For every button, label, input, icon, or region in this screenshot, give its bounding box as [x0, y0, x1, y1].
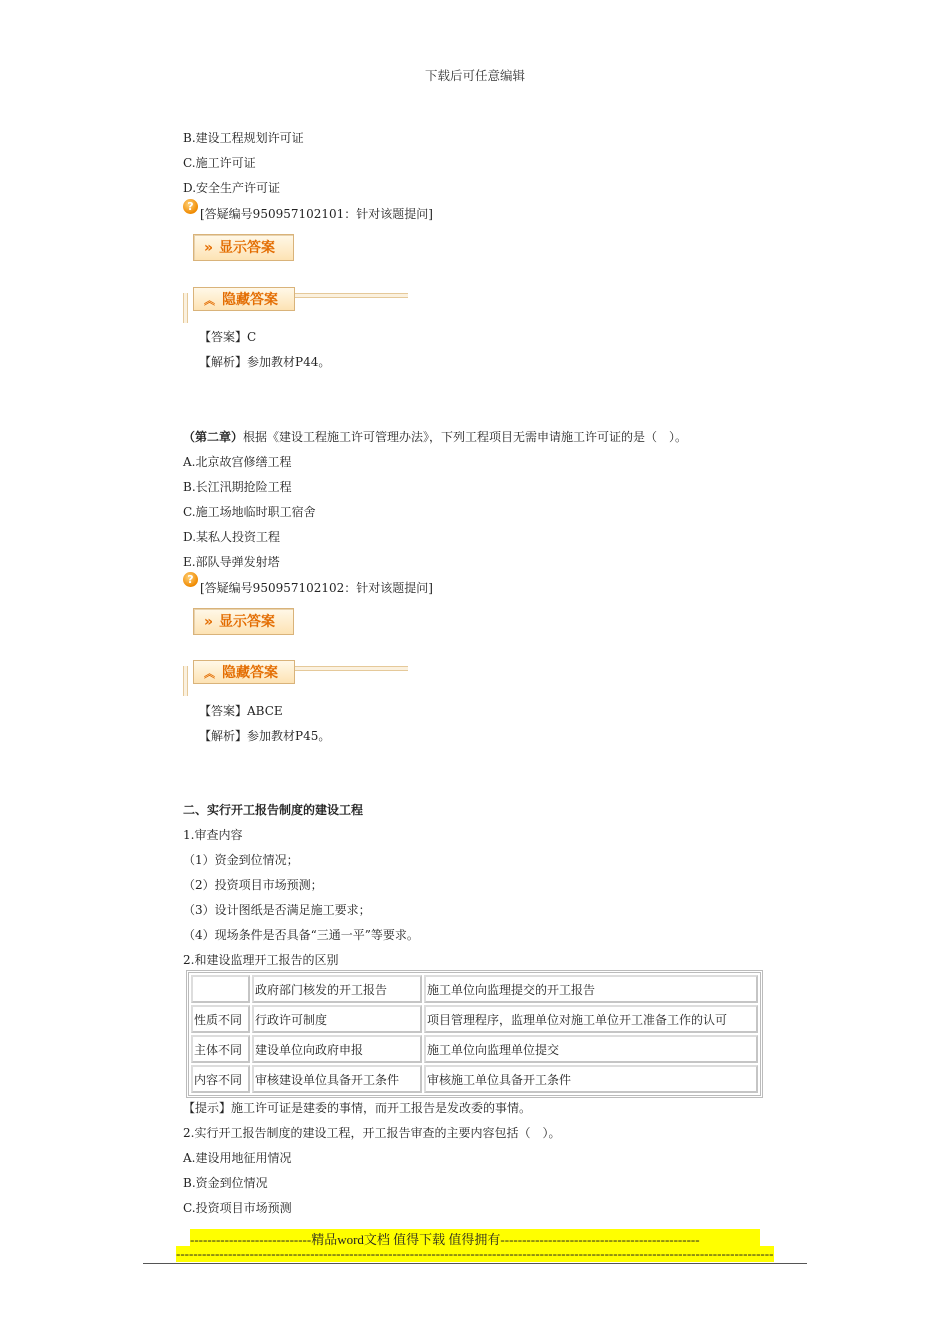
- answer-text: 【答案】C: [199, 330, 257, 344]
- table-cell: 主体不同: [191, 1035, 250, 1063]
- ask-question-link[interactable]: [答疑编号950957102101：针对该题提问]: [200, 207, 433, 221]
- show-answer-label: 显示答案: [219, 614, 276, 630]
- section-heading: 二、实行开工报告制度的建设工程: [183, 803, 364, 817]
- review-item: （1）资金到位情况；: [183, 853, 299, 867]
- table-cell: 行政许可制度: [252, 1005, 422, 1033]
- option-b: B.资金到位情况: [183, 1176, 268, 1190]
- footer-banner: ----------------------------精品word文档 值得下载 值得拥有----------------------------------------------: [190, 1229, 760, 1246]
- table-cell: [191, 975, 250, 1003]
- review-item: （4）现场条件是否具备“三通一平”等要求。: [183, 928, 419, 942]
- table-cell: 内容不同: [191, 1065, 250, 1093]
- question-stem: [183, 428, 687, 445]
- answer-text: 【答案】ABCE: [199, 704, 283, 718]
- show-answer-label: 显示答案: [219, 240, 276, 256]
- ask-question-link[interactable]: [答疑编号950957102102：针对该题提问]: [200, 581, 433, 595]
- difference-title: 2.和建设监理开工报告的区别: [183, 953, 339, 967]
- show-answer-button[interactable]: [193, 234, 294, 261]
- option-e: E.部队导弹发射塔: [183, 555, 280, 569]
- option-a: A.建设用地征用情况: [183, 1151, 292, 1165]
- question-stem: 2.实行开工报告制度的建设工程，开工报告审查的主要内容包括（ ）。: [183, 1126, 561, 1140]
- comparison-table: [186, 970, 763, 1098]
- option-b: B.建设工程规划许可证: [183, 131, 304, 145]
- review-item: （2）投资项目市场预测；: [183, 878, 323, 892]
- table-row: [191, 1005, 758, 1033]
- explanation-text: 【解析】参加教材P45。: [199, 729, 331, 743]
- table-cell: 审核施工单位具备开工条件: [424, 1065, 758, 1093]
- table-cell: 建设单位向政府申报: [252, 1035, 422, 1063]
- double-chevron-right-icon: »: [204, 240, 214, 256]
- option-d: D.安全生产许可证: [183, 181, 281, 195]
- option-c: C.施工场地临时职工宿舍: [183, 505, 316, 519]
- chapter-label: （第二章）: [183, 430, 244, 444]
- table-row: [191, 1035, 758, 1063]
- footer-dashes: ------------------------------------------------------------------------------------------------------------------------------------------: [176, 1246, 774, 1261]
- hide-answer-button[interactable]: [193, 660, 295, 684]
- review-title: 1.审查内容: [183, 828, 243, 842]
- explanation-text: 【解析】参加教材P44。: [199, 355, 331, 369]
- hide-answer-bar: [183, 287, 408, 323]
- page-header: 下载后可任意编辑: [424, 68, 525, 83]
- footer-divider: [143, 1263, 807, 1264]
- option-d: D.某私人投资工程: [183, 530, 281, 544]
- table-cell: 施工单位向监理提交的开工报告: [424, 975, 758, 1003]
- tip-text: 【提示】施工许可证是建委的事情，而开工报告是发改委的事情。: [183, 1101, 532, 1115]
- double-chevron-up-icon: ︽: [204, 667, 215, 680]
- table-cell: 项目管理程序，监理单位对施工单位开工准备工作的认可: [424, 1005, 758, 1033]
- option-c: C.投资项目市场预测: [183, 1201, 292, 1215]
- question-text: 根据《建设工程施工许可管理办法》，下列工程项目无需申请施工许可证的是（ ）。: [243, 430, 688, 444]
- table-header-row: [191, 975, 758, 1003]
- option-b: B.长江汛期抢险工程: [183, 480, 292, 494]
- hide-answer-label: 隐藏答案: [222, 292, 278, 308]
- hide-answer-button[interactable]: [193, 287, 295, 311]
- question-mark-icon[interactable]: ?: [183, 199, 198, 214]
- table-cell: 政府部门核发的开工报告: [252, 975, 422, 1003]
- table-cell: 施工单位向监理单位提交: [424, 1035, 758, 1063]
- hide-answer-label: 隐藏答案: [222, 665, 278, 681]
- option-c: C.施工许可证: [183, 156, 256, 170]
- table-row: [191, 1065, 758, 1093]
- table-cell: 性质不同: [191, 1005, 250, 1033]
- double-chevron-up-icon: ︽: [204, 294, 215, 307]
- question-mark-icon[interactable]: ?: [183, 572, 198, 587]
- option-a: A.北京故宫修缮工程: [183, 455, 292, 469]
- hide-answer-bar: [183, 660, 408, 696]
- double-chevron-right-icon: »: [204, 614, 214, 630]
- table-cell: 审核建设单位具备开工条件: [252, 1065, 422, 1093]
- review-item: （3）设计图纸是否满足施工要求；: [183, 903, 371, 917]
- show-answer-button[interactable]: [193, 608, 294, 635]
